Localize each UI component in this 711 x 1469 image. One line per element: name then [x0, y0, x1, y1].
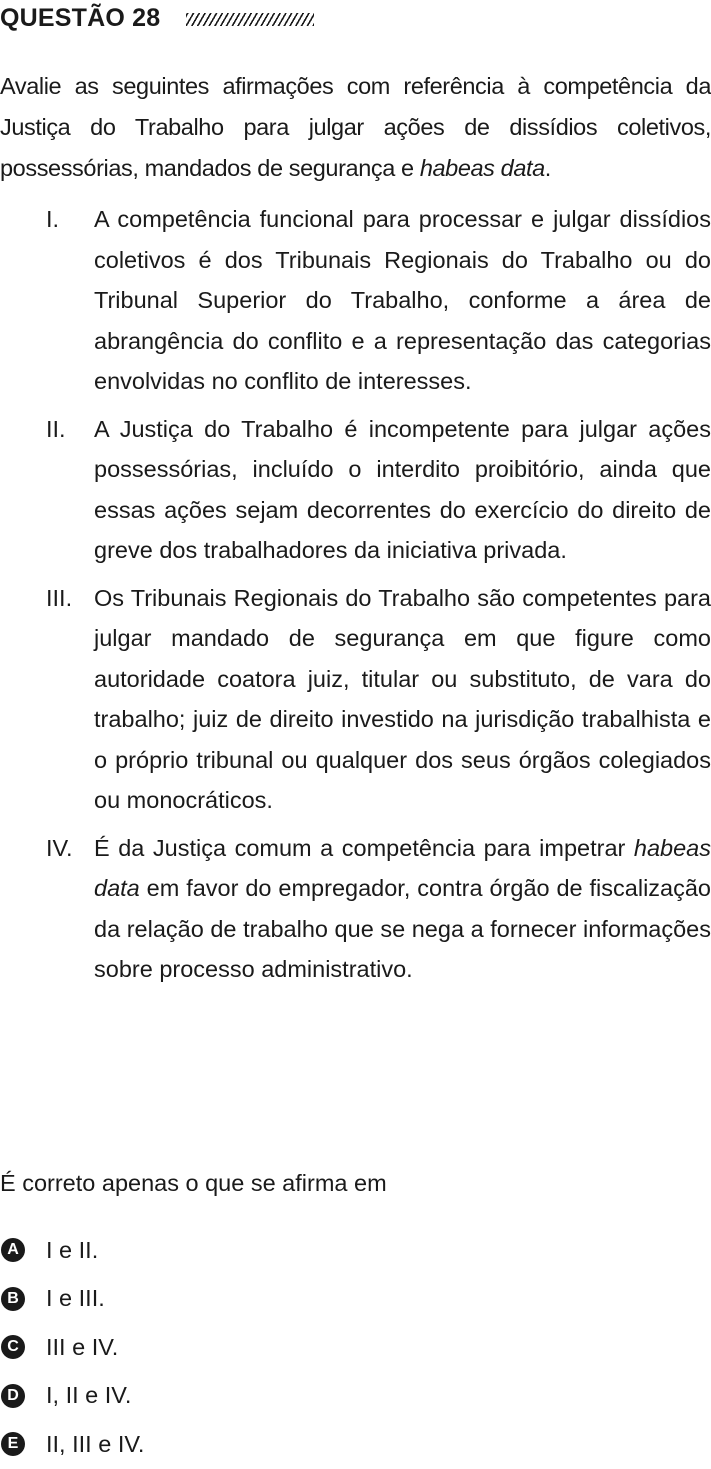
question-header	[0, 0, 314, 36]
answer-option-e[interactable]	[0, 1420, 711, 1469]
statement-list	[0, 199, 711, 997]
statement-item	[0, 409, 711, 571]
option-text: I, II e IV.	[46, 1382, 132, 1409]
answer-option-b[interactable]	[0, 1275, 711, 1324]
statement-text-end: em favor do empregador, contra órgão de fiscalização da relação de trabalho que se nega a fornecer informações sobre processo administrativo.	[94, 875, 711, 982]
statement-text-italic: habeas data	[94, 834, 711, 901]
statement-item	[0, 578, 711, 821]
answer-options	[0, 1226, 711, 1469]
option-letter-badge: D	[1, 1384, 25, 1408]
question-stem	[0, 66, 711, 189]
statement-text: Os Tribunais Regionais do Trabalho são competentes para julgar mandado de segurança em que figure como autoridade coatora juiz, titular ou substituto, de vara do trabalho; juiz de direito investido na jurisdição trabalhista e o próprio tribunal ou qualquer dos seus órgãos colegiados ou monocráticos.	[94, 584, 711, 813]
statement-text-start: É da Justiça comum a competência para impetrar	[94, 834, 634, 861]
option-text: I e II.	[46, 1236, 99, 1263]
statement-number: III.	[46, 584, 73, 611]
question-prompt: É correto apenas o que se afirma em	[0, 1170, 387, 1196]
statement-item	[0, 199, 711, 402]
statement-number: II.	[46, 415, 66, 442]
stem-text: Avalie as seguintes afirmações com referência à competência da Justiça do Trabalho para julgar ações de dissídios coletivos, possessórias, mandados de segurança e	[0, 73, 711, 181]
statement-number: IV.	[46, 834, 73, 861]
stem-italic: habeas data	[419, 155, 545, 181]
option-letter-badge: B	[1, 1287, 25, 1311]
statement-item	[0, 828, 711, 990]
option-text: I e III.	[46, 1285, 105, 1312]
statement-text: A competência funcional para processar e julgar dissídios coletivos é dos Tribunais Regionais do Trabalho ou do Tribunal Superior do Trabalho, conforme a área de abrangência do conflito e a representação das categorias envolvidas no conflito de interesses.	[94, 206, 711, 394]
question-title: QUESTÃO 28	[0, 4, 161, 32]
answer-option-a[interactable]	[0, 1226, 711, 1275]
answer-option-c[interactable]	[0, 1323, 711, 1372]
option-letter-badge: E	[1, 1432, 25, 1456]
option-text: II, III e IV.	[46, 1430, 145, 1457]
hatch-decoration	[186, 13, 314, 26]
answer-option-d[interactable]	[0, 1372, 711, 1421]
statement-text	[94, 828, 711, 990]
option-letter-badge: C	[1, 1335, 25, 1359]
statement-text: A Justiça do Trabalho é incompetente para julgar ações possessórias, incluído o interdito proibitório, ainda que essas ações sejam decorrentes do exercício do direito de greve dos trabalhadores da iniciativa privada.	[94, 415, 711, 563]
stem-end: .	[544, 155, 551, 181]
option-text: III e IV.	[46, 1333, 119, 1360]
statement-number: I.	[46, 206, 60, 232]
option-letter-badge: A	[1, 1238, 25, 1262]
